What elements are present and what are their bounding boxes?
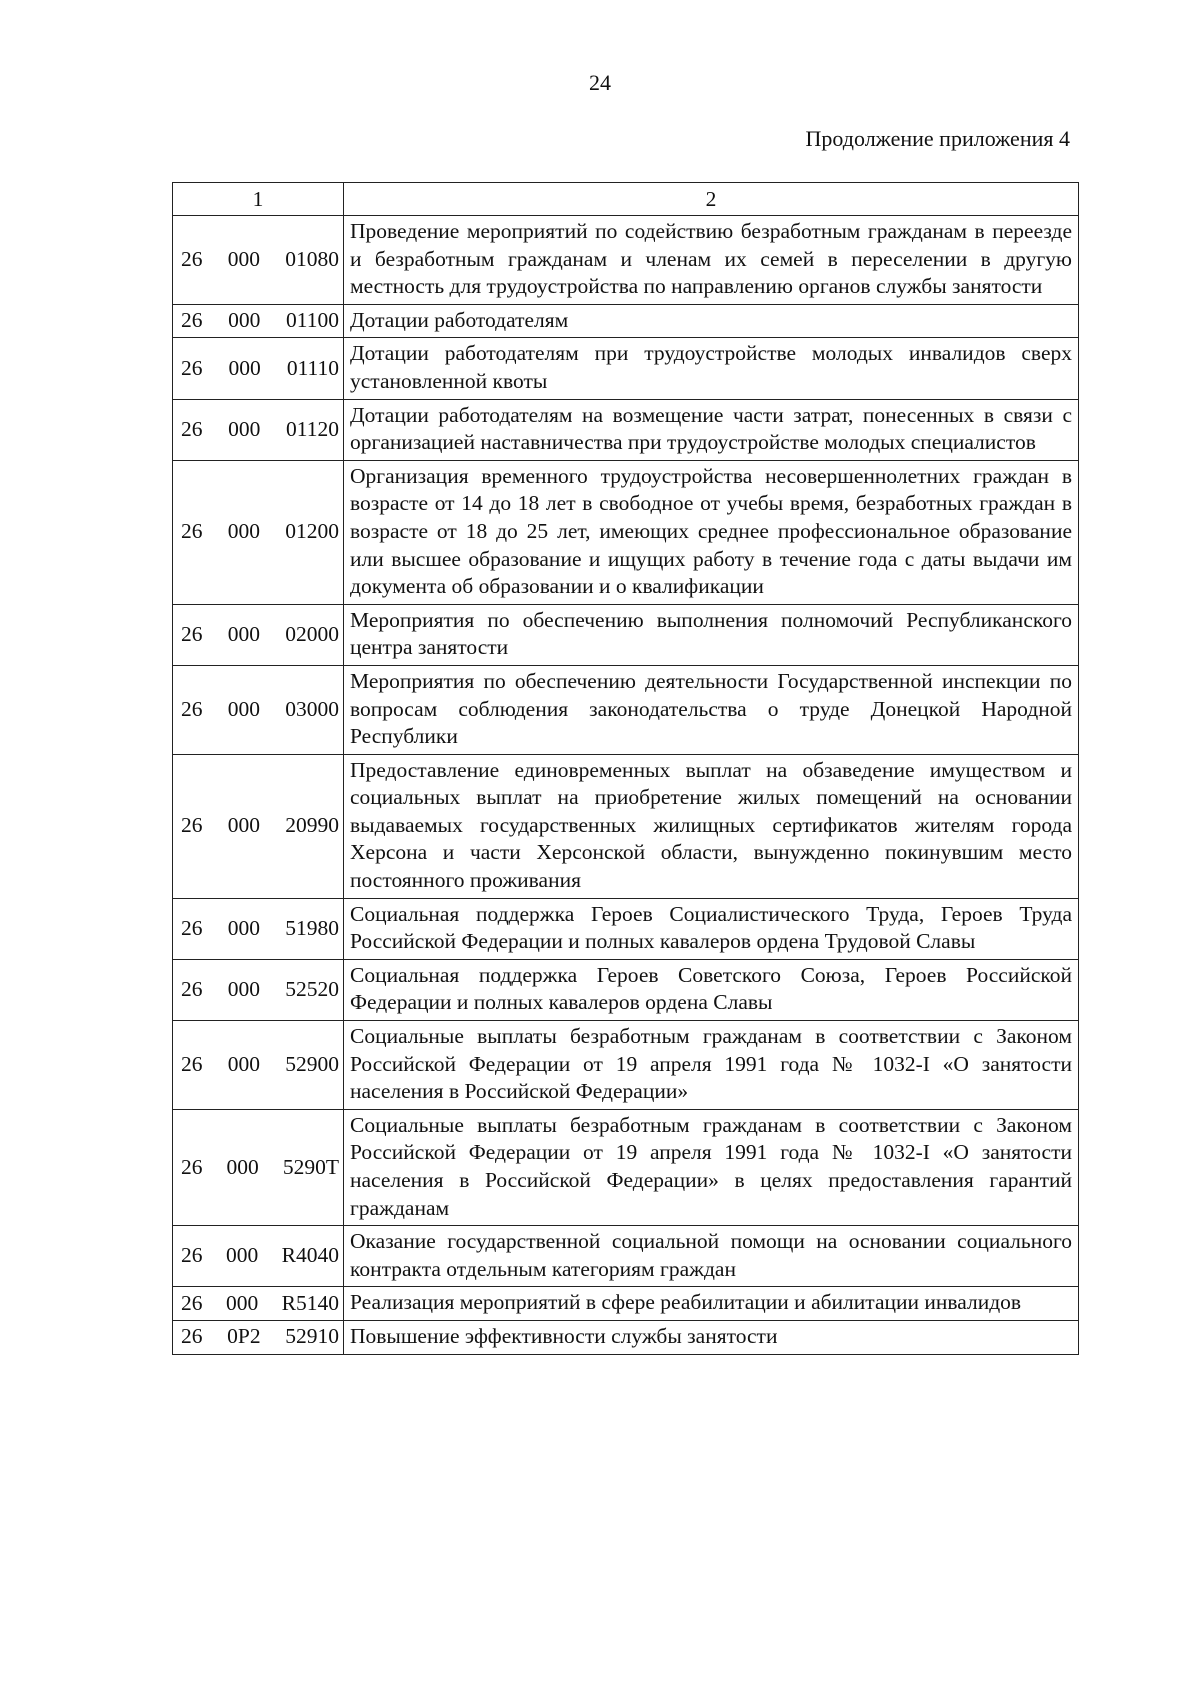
code-part-direction: 01200 [285, 519, 339, 544]
budget-code [181, 1290, 339, 1318]
code-part-direction: 51980 [285, 915, 339, 940]
code-part-subprogram: 000 [227, 622, 260, 647]
budget-code [181, 518, 339, 546]
table-row [173, 1287, 1079, 1321]
code-part-subprogram: 000 [227, 813, 260, 838]
expenditure-name-cell: Мероприятия по обеспечению деятельности Государственной инспекции по вопросам соблюдения законодательства о труде Донецкой Народной Республики [344, 665, 1079, 754]
code-cell [173, 1109, 344, 1225]
budget-code [181, 696, 339, 724]
code-part-direction: 01080 [285, 247, 339, 272]
code-part-program: 26 [181, 697, 203, 721]
code-part-subprogram: 000 [226, 1154, 259, 1179]
table-row [173, 399, 1079, 460]
page-number: 24 [589, 70, 611, 95]
table-row [173, 460, 1079, 604]
code-part-program: 26 [181, 813, 203, 838]
table-row [173, 1109, 1079, 1225]
code-part-direction: 02000 [285, 622, 339, 647]
column-header-1: 1 [173, 183, 344, 216]
expenditure-name-cell: Оказание государственной социальной помощи на основании социального контракта отдельным категориям граждан [344, 1226, 1079, 1287]
code-part-subprogram: 000 [227, 977, 260, 1002]
code-cell [173, 1021, 344, 1110]
code-part-direction: 52900 [285, 1052, 339, 1077]
code-part-subprogram: 000 [228, 355, 261, 380]
code-part-program: 26 [181, 355, 203, 380]
code-cell [173, 1287, 344, 1321]
code-part-direction: 20990 [285, 813, 339, 838]
code-part-subprogram: 000 [227, 1052, 260, 1077]
code-part-direction: R4040 [281, 1243, 339, 1268]
code-cell [173, 665, 344, 754]
expenditure-name-cell: Дотации работодателям при трудоустройстве молодых инвалидов сверх установленной квоты [344, 338, 1079, 399]
expenditure-name-cell: Предоставление единовременных выплат на обзаведение имуществом и социальных выплат на приобретение жилых помещений на основании выдаваемых государственных жилищных сертификатов жителям города Херсона и части Херсонской области, вынужденно покинувшим место постоянного проживания [344, 754, 1079, 898]
code-part-subprogram: 000 [227, 519, 260, 544]
code-part-program: 26 [181, 915, 203, 940]
code-part-program: 26 [181, 1243, 203, 1268]
expenditure-name-cell: Мероприятия по обеспечению выполнения полномочий Республиканского центра занятости [344, 604, 1079, 665]
code-part-subprogram: 000 [227, 697, 260, 721]
code-cell [173, 460, 344, 604]
table-row [173, 216, 1079, 305]
classification-table [172, 182, 1079, 1355]
code-cell [173, 754, 344, 898]
code-part-direction: 01100 [286, 308, 339, 333]
budget-code [181, 812, 339, 840]
table-row [173, 898, 1079, 959]
budget-code [181, 976, 339, 1004]
expenditure-name-cell: Организация временного трудоустройства несовершеннолетних граждан в возрасте от 14 до 18 лет в свободное от учебы время, безработных граждан в возрасте от 18 до 25 лет, имеющих среднее профессиональное образование или высшее образование и ищущих работу в течение года с даты выдачи им документа об образовании и о квалификации [344, 460, 1079, 604]
table-header-row [173, 183, 1079, 216]
expenditure-name-cell: Повышение эффективности службы занятости [344, 1320, 1079, 1354]
budget-code [181, 1154, 339, 1182]
code-part-direction: 5290Т [282, 1154, 339, 1179]
table-row [173, 1320, 1079, 1354]
table-row [173, 338, 1079, 399]
table-row [173, 1021, 1079, 1110]
code-part-direction: R5140 [281, 1290, 339, 1315]
code-part-program: 26 [181, 1290, 203, 1315]
budget-code [181, 1051, 339, 1079]
column-header-2: 2 [344, 183, 1079, 216]
code-part-program: 26 [181, 977, 203, 1002]
appendix-continuation-label: Продолжение приложения 4 [805, 126, 1070, 151]
code-part-program: 26 [181, 308, 203, 333]
code-cell [173, 959, 344, 1020]
budget-code [181, 1323, 339, 1351]
budget-code [181, 1242, 339, 1270]
code-part-direction: 52520 [285, 977, 339, 1002]
code-part-program: 26 [181, 416, 203, 441]
table-row [173, 1226, 1079, 1287]
code-part-subprogram: 000 [225, 1243, 259, 1268]
code-part-direction: 52910 [285, 1324, 339, 1349]
code-part-subprogram: 000 [227, 915, 260, 940]
expenditure-name-cell: Социальные выплаты безработным гражданам в соответствии с Законом Российской Федерации от 19 апреля 1991 года № 1032-I «О занятости населения в Российской Федерации» в целях предоставления гарантий гражданам [344, 1109, 1079, 1225]
code-cell [173, 304, 344, 338]
code-part-program: 26 [181, 1324, 203, 1349]
expenditure-name-cell: Проведение мероприятий по содействию безработным гражданам в переезде и безработным гражданам и членам их семей в переселении в другую местность для трудоустройства по направлению органов службы занятости [344, 216, 1079, 305]
table-row [173, 754, 1079, 898]
budget-code [181, 246, 339, 274]
code-part-program: 26 [181, 1154, 203, 1179]
code-part-direction: 03000 [285, 697, 339, 721]
code-part-subprogram: 0P2 [227, 1324, 261, 1349]
expenditure-name-cell: Социальные выплаты безработным гражданам в соответствии с Законом Российской Федерации от 19 апреля 1991 года № 1032-I «О занятости населения в Российской Федерации» [344, 1021, 1079, 1110]
code-cell [173, 604, 344, 665]
expenditure-name-cell: Дотации работодателям [344, 304, 1079, 338]
table-row [173, 665, 1079, 754]
budget-code [181, 355, 339, 383]
budget-code [181, 416, 339, 444]
code-part-program: 26 [181, 519, 203, 544]
code-part-program: 26 [181, 247, 203, 272]
expenditure-name-cell: Социальная поддержка Героев Советского Союза, Героев Российской Федерации и полных кавалеров ордена Славы [344, 959, 1079, 1020]
table-row [173, 604, 1079, 665]
code-part-direction: 01110 [286, 355, 339, 380]
expenditure-name-cell: Дотации работодателям на возмещение части затрат, понесенных в связи с организацией наставничества при трудоустройстве молодых специалистов [344, 399, 1079, 460]
code-cell [173, 216, 344, 305]
code-part-subprogram: 000 [228, 416, 261, 441]
code-part-direction: 01120 [286, 416, 339, 441]
table-row [173, 959, 1079, 1020]
budget-code [181, 307, 339, 335]
budget-code [181, 621, 339, 649]
code-part-program: 26 [181, 1052, 203, 1077]
code-cell [173, 399, 344, 460]
code-cell [173, 898, 344, 959]
code-cell [173, 338, 344, 399]
code-cell [173, 1226, 344, 1287]
code-part-program: 26 [181, 622, 203, 647]
expenditure-name-cell: Реализация мероприятий в сфере реабилитации и абилитации инвалидов [344, 1287, 1079, 1321]
expenditure-name-cell: Социальная поддержка Героев Социалистического Труда, Героев Труда Российской Федерации и полных кавалеров ордена Трудовой Славы [344, 898, 1079, 959]
code-part-subprogram: 000 [227, 247, 260, 272]
budget-code [181, 915, 339, 943]
code-cell [173, 1320, 344, 1354]
table-row [173, 304, 1079, 338]
code-part-subprogram: 000 [225, 1290, 259, 1315]
code-part-subprogram: 000 [228, 308, 261, 333]
